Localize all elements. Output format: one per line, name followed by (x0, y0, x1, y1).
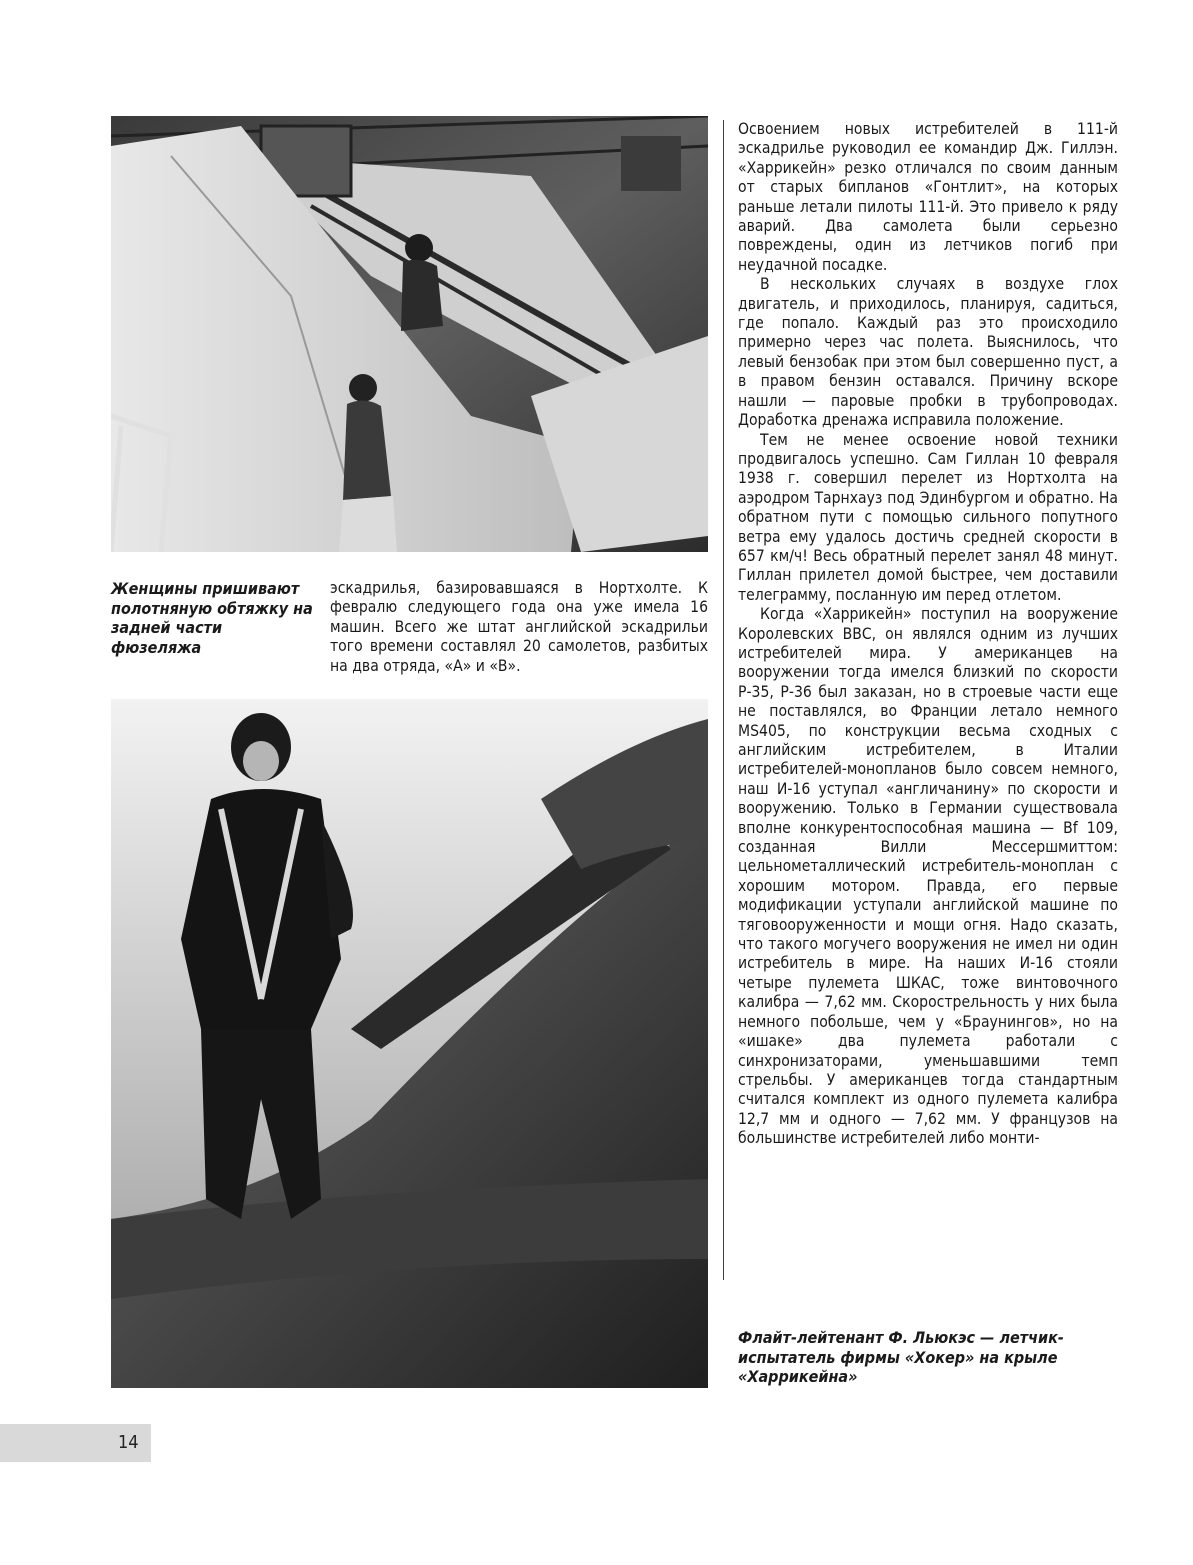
right-column-text (738, 120, 1118, 1149)
paragraph: эскадрилья, базировавшаяся в Нортхолте. К февралю следующего года она уже имела 16 машин. Всего же штат английской эскадрильи того времени составлял 20 самолетов, разбитых на два отряда, «А» и «В». (330, 579, 708, 675)
photo-pilot-on-wing (111, 699, 708, 1388)
paragraph: Когда «Харрикейн» поступил на вооружение Королевских ВВС, он являлся одним из лучших истребителей мира. У американцев на вооружении тогда имелся близкий по скорости Р-35, Р-36 был заказан, но в строевые части еще не поставлялся, во Франции летало немного MS405, по конструкции весьма сходных с английским истребителем, в Италии истребителей-монопланов было совсем немного, наш И-16 уступал «англичанину» по скорости и вооружению. Только в Германии существовала вполне конкурентоспособная машина — Bf 109, созданная Вилли Мессершмиттом: цельнометаллический истребитель-моноплан с хорошим мотором. Правда, его первые модификации уступали английской машине по тяговооруженности и мощи огня. Надо сказать, что такого могучего вооружения не имел ни один истребитель в мире. На наших И-16 стояли четыре пулемета ШКАС, тоже винтовочного калибра — 7,62 мм. Скорострельность у них была немного побольше, чем у «Браунингов», но на «ишаке» два пулемета работали с синхронизаторами, уменьшавшими темп стрельбы. У американцев тогда стандартным считался комплект из одного пулемета калибра 12,7 мм и одного — 7,62 мм. У французов на большинстве истребителей либо монти- (738, 605, 1118, 1148)
page-number: 14 (118, 1432, 139, 1453)
photo-hangar-illustration (111, 116, 708, 552)
paragraph: Тем не менее освоение новой техники продвигалось успешно. Сам Гиллан 10 февраля 1938 г. совершил перелет из Нортхолта на аэродром Тарнхауз под Эдинбургом и обратно. На обратном пути с помощью сильного попутного ветра ему удалось достичь средней скорости в 657 км/ч! Весь обратный перелет занял 48 минут. Гиллан прилетел домой быстрее, чем доставили телеграмму, посланную им перед отлетом. (738, 430, 1118, 604)
paragraph: Освоением новых истребителей в 111-й эскадрилье руководил ее командир Дж. Гиллэн. «Харрикейн» резко отличался по своим данным от старых бипланов «Гонтлит», на которых раньше летали пилоты 111-й. Это привело к ряду аварий. Два самолета были серьезно повреждены, один из летчиков погиб при неудачной посадке. (738, 120, 1118, 274)
photo-caption-bottom: Флайт-лейтенант Ф. Льюкэс — летчик-испытатель фирмы «Хокер» на крыле «Харрикейна» (738, 1328, 1064, 1387)
photo-caption-top: Женщины пришивают полотняную обтяжку на задней части фюзеляжа (111, 579, 313, 657)
middle-column-text (330, 579, 708, 676)
photo-hangar-fuselage (111, 116, 708, 552)
column-divider (723, 120, 724, 1280)
paragraph: В нескольких случаях в воздухе глох двигатель, и приходилось, планируя, садиться, где попало. Каждый раз это происходило примерно через час полета. Выяснилось, что левый бензобак при этом был совершенно пуст, а в правом бензин оставался. Причину вскоре нашли — паровые пробки в трубопроводах. Доработка дренажа исправила положение. (738, 275, 1118, 430)
photo-pilot-illustration (111, 699, 708, 1388)
